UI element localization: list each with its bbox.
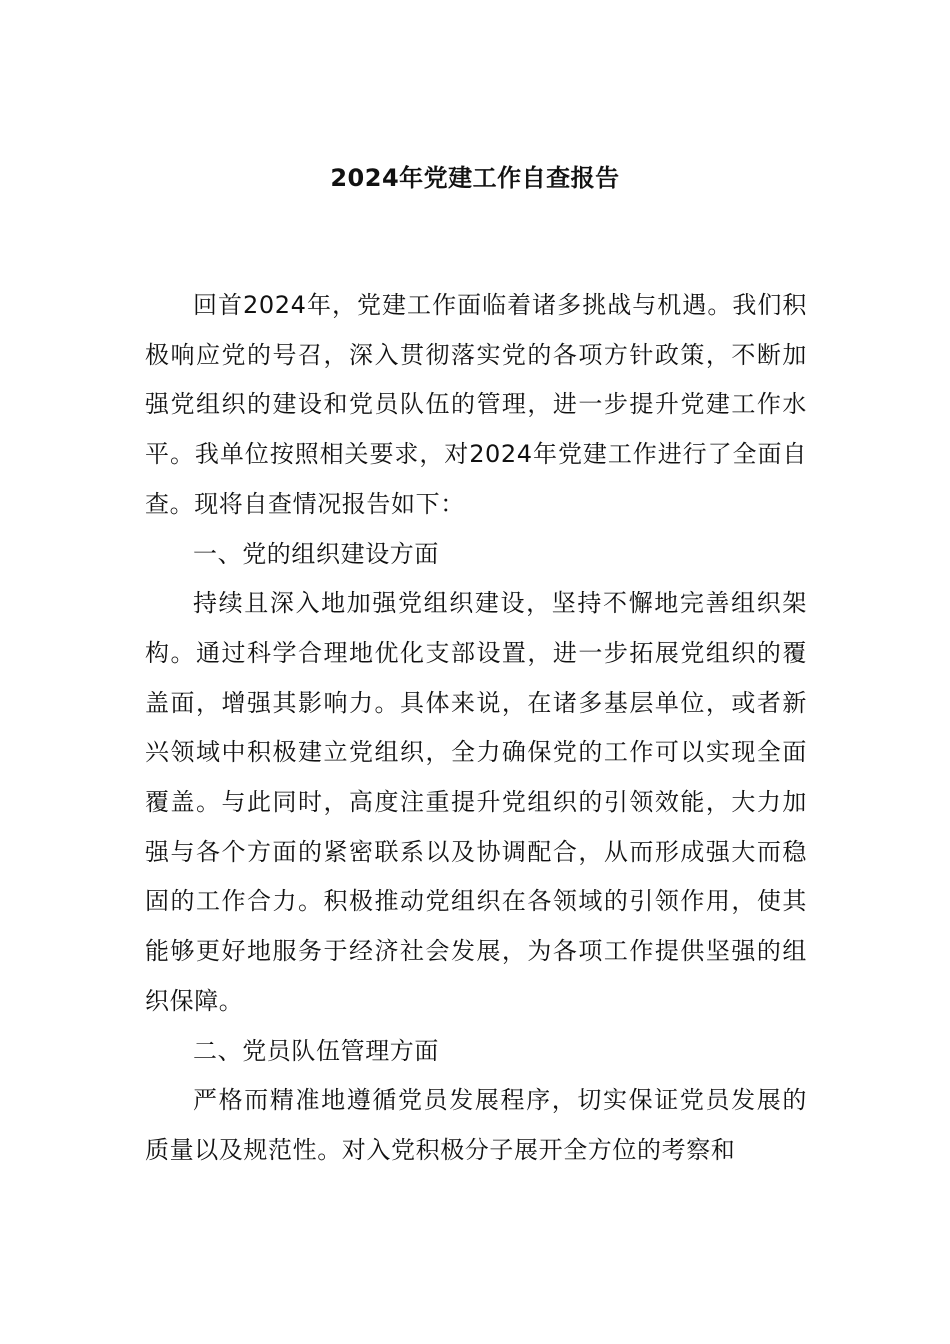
document-title: 2024年党建工作自查报告 bbox=[330, 164, 620, 192]
section-heading-organization: 一、党的组织建设方面 bbox=[193, 539, 439, 568]
section-heading-members: 二、党员队伍管理方面 bbox=[193, 1036, 439, 1065]
members-paragraph: 严格而精准地遵循党员发展程序，切实保证党员发展的质量以及规范性。对入党积极分子展开全方位的考察和 bbox=[145, 1086, 807, 1164]
document-body bbox=[145, 281, 807, 1176]
intro-paragraph: 回首2024年，党建工作面临着诸多挑战与机遇。我们积极响应党的号召，深入贯彻落实党的各项方针政策，不断加强党组织的建设和党员队伍的管理，进一步提升党建工作水平。我单位按照相关要求，对2024年党建工作进行了全面自查。现将自查情况报告如下： bbox=[145, 291, 807, 518]
organization-paragraph: 持续且深入地加强党组织建设，坚持不懈地完善组织架构。通过科学合理地优化支部设置，进一步拓展党组织的覆盖面，增强其影响力。具体来说，在诸多基层单位，或者新兴领域中积极建立党组织，全力确保党的工作可以实现全面覆盖。与此同时，高度注重提升党组织的引领效能，大力加强与各个方面的紧密联系以及协调配合，从而形成强大而稳固的工作合力。积极推动党组织在各领域的引领作用，使其能够更好地服务于经济社会发展，为各项工作提供坚强的组织保障。 bbox=[145, 589, 807, 1015]
